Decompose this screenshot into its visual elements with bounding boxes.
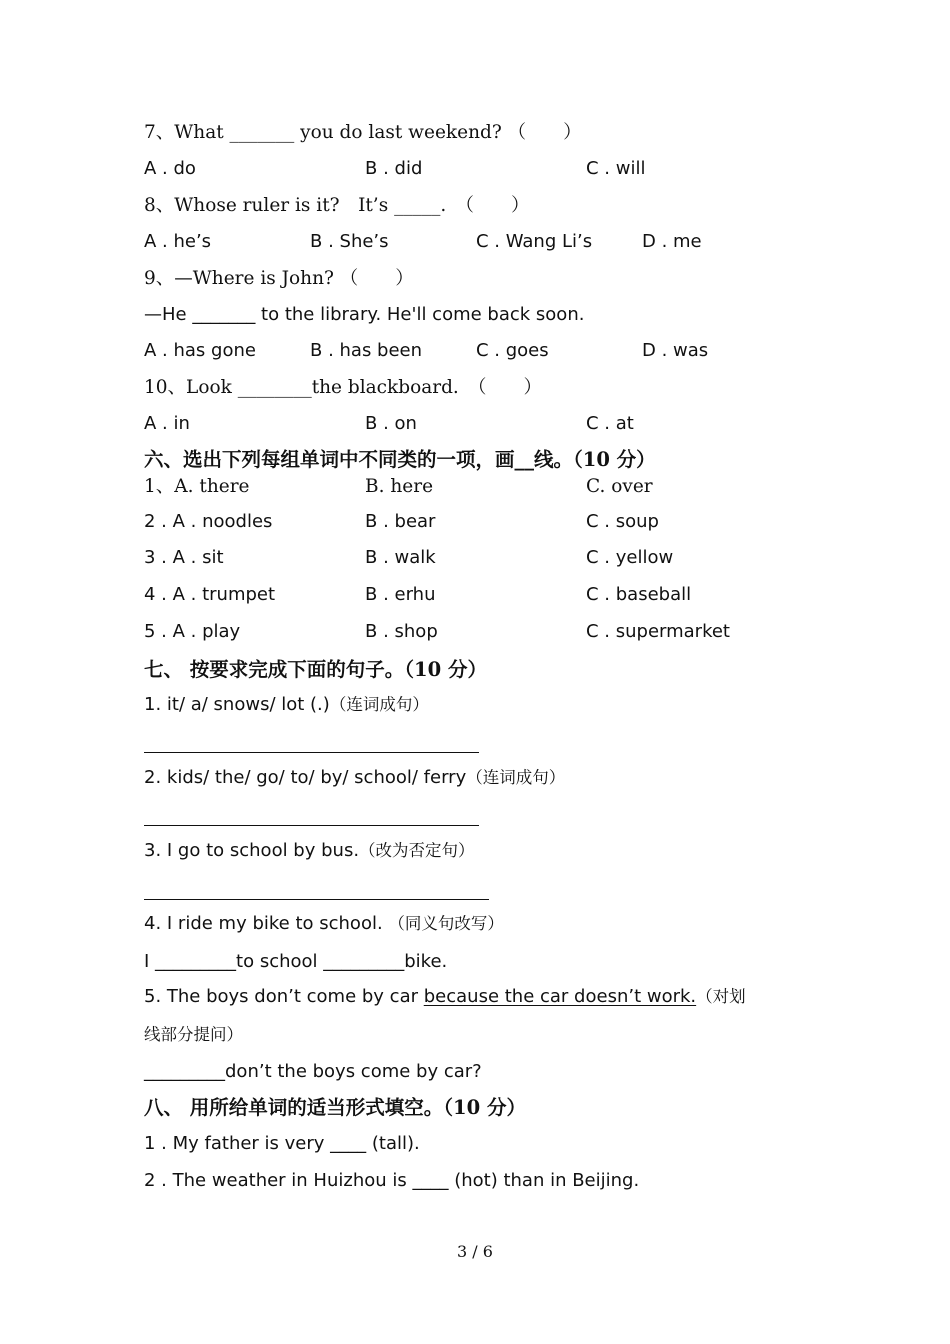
s7-item5 — [144, 985, 746, 1009]
q9-option-d: D . was — [642, 340, 709, 361]
q8-option-b: B . She’s — [310, 231, 389, 252]
s7-item1-text: 1. it/ a/ snows/ lot (.) — [144, 694, 330, 715]
s6-row5-b: B . shop — [365, 621, 438, 642]
q7-option-a: A . do — [144, 158, 196, 179]
s6-row1-c: C. over — [586, 476, 653, 497]
q8-option-a: A . he’s — [144, 231, 212, 252]
s7-item5-underlined: because the car doesn’t work. — [423, 986, 697, 1007]
s6-row4-b: B . erhu — [365, 584, 436, 605]
page-number: 3 / 6 — [457, 1242, 493, 1261]
q10-option-b: B . on — [365, 413, 417, 434]
s8-item1: 1 . My father is very ____ (tall). — [144, 1133, 420, 1154]
s6-row3-b: B . walk — [365, 547, 436, 568]
s7-item4-text: 4. I ride my bike to school. — [144, 913, 383, 934]
s7-item4 — [144, 912, 504, 936]
section-6-heading: 六、选出下列每组单词中不同类的一项，画__线。（10 分） — [144, 448, 656, 471]
q9-option-b: B . has been — [310, 340, 423, 361]
s7-item1 — [144, 693, 429, 717]
s6-row1-a: 1、A. there — [144, 476, 250, 497]
s6-row2-a: 2 . A . noodles — [144, 511, 273, 532]
s6-row3-c: C . yellow — [586, 547, 674, 568]
s7-item2-note: （连词成句） — [466, 768, 566, 787]
s6-row4-c: C . baseball — [586, 584, 692, 605]
s7-item4-note: （同义句改写） — [388, 914, 504, 933]
s7-item3-answer-line[interactable] — [144, 899, 489, 900]
s6-row1-b: B. here — [365, 476, 434, 497]
question-8-stem: 8、Whose ruler is it? It’s _____. （ ） — [144, 195, 530, 216]
s7-item3-note: （改为否定句） — [359, 841, 475, 860]
s7-item1-answer-line[interactable] — [144, 752, 479, 753]
s6-row2-b: B . bear — [365, 511, 436, 532]
q7-option-c: C . will — [586, 158, 646, 179]
s7-item3 — [144, 839, 475, 863]
s6-row4-a: 4 . A . trumpet — [144, 584, 276, 605]
section-7-heading: 七、 按要求完成下面的句子。（10 分） — [144, 658, 487, 681]
q8-option-c: C . Wang Li’s — [476, 231, 593, 252]
s7-item1-note: （连词成句） — [329, 695, 429, 714]
s7-item3-text: 3. I go to school by bus. — [144, 840, 360, 861]
q9-option-c: C . goes — [476, 340, 549, 361]
q7-option-b: B . did — [365, 158, 423, 179]
s6-row5-a: 5 . A . play — [144, 621, 241, 642]
s7-item2-text: 2. kids/ the/ go/ to/ by/ school/ ferry — [144, 767, 467, 788]
section-8-heading: 八、 用所给单词的适当形式填空。（10 分） — [144, 1096, 526, 1119]
question-7-stem: 7、What _______ you do last weekend? （ ） — [144, 122, 582, 143]
s7-item4-answer: I _________to school _________bike. — [144, 951, 448, 972]
s7-item2 — [144, 766, 565, 790]
question-10-stem: 10、Look ________the blackboard. （ ） — [144, 377, 543, 398]
question-9-line2: —He _______ to the library. He'll come back soon. — [144, 304, 585, 325]
s7-item5-text: 5. The boys don’t come by car — [144, 986, 424, 1007]
s7-item2-answer-line[interactable] — [144, 825, 479, 826]
s8-item2: 2 . The weather in Huizhou is ____ (hot) than in Beijing. — [144, 1170, 640, 1191]
s7-item5-answer: _________don’t the boys come by car? — [144, 1061, 482, 1082]
q9-option-a: A . has gone — [144, 340, 256, 361]
s6-row3-a: 3 . A . sit — [144, 547, 224, 568]
s6-row5-c: C . supermarket — [586, 621, 730, 642]
q10-option-a: A . in — [144, 413, 190, 434]
s7-item5-note-cont: 线部分提问） — [144, 1025, 243, 1044]
s6-row2-c: C . soup — [586, 511, 659, 532]
q10-option-c: C . at — [586, 413, 634, 434]
s7-item5-note: （对划 — [696, 987, 746, 1006]
question-9-stem: 9、—Where is John? （ ） — [144, 268, 414, 289]
q8-option-d: D . me — [642, 231, 702, 252]
